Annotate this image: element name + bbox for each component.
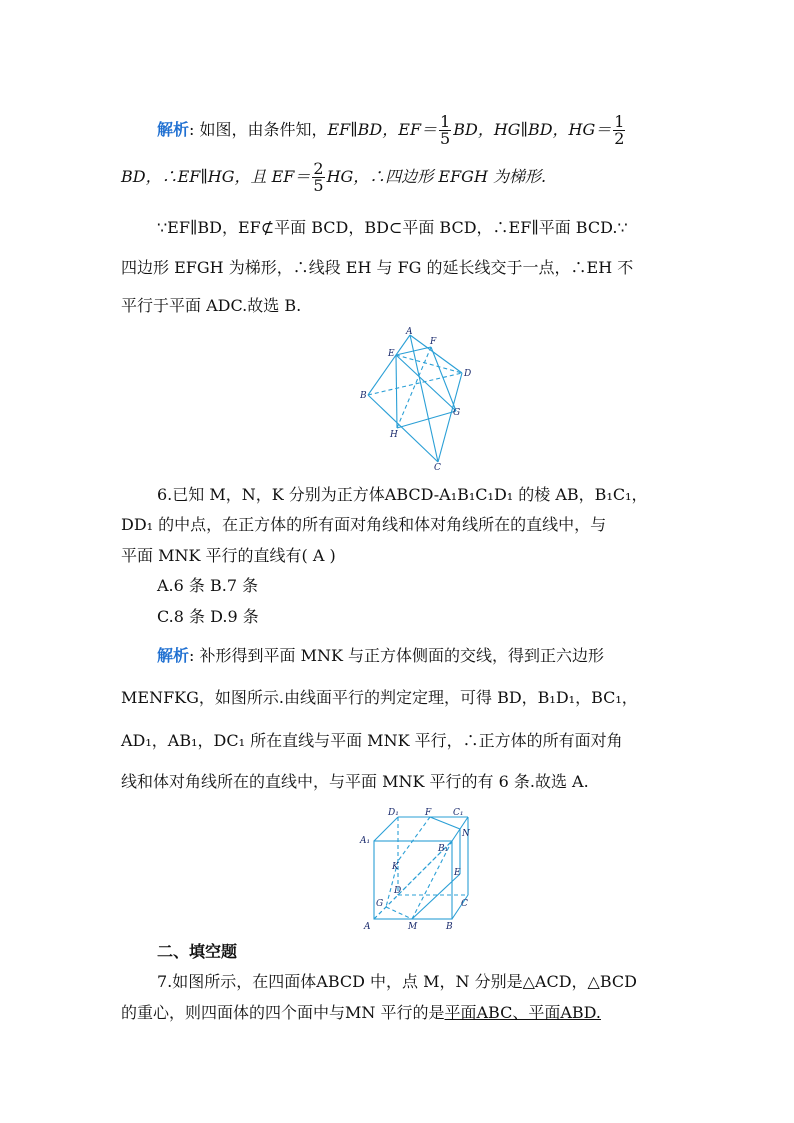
figure-label: K <box>392 862 399 872</box>
fraction: $\frac{2}{5}$ <box>313 159 324 195</box>
figure-label: G <box>376 899 384 909</box>
figure-label: N <box>462 829 470 839</box>
figure-label: H <box>390 430 398 440</box>
solution6-line1: 解析: 补形得到平面 MNK 与正方体侧面的交线，得到正六边形 <box>157 646 605 665</box>
figure-label: C <box>434 463 441 470</box>
question7-line1: 7.如图所示，在四面体ABCD 中，点 M，N 分别是△ACD，△BCD <box>157 972 637 991</box>
figure-label: F <box>430 337 437 347</box>
solution-label: 解析 <box>157 120 190 139</box>
solution6-line4: 线和体对角线所在的直线中，与平面 MNK 平行的有 6 条.故选 A. <box>121 772 589 791</box>
question6-line1: 6.已知 M，N，K 分别为正方体ABCD-A₁B₁C₁D₁ 的棱 AB，B₁C₁， <box>157 485 648 504</box>
figure-label: B <box>360 391 367 401</box>
section-title: 二、填空题 <box>157 942 238 961</box>
tetrahedron-figure <box>360 325 472 470</box>
figure-label: A₁ <box>360 836 371 846</box>
solution5-line2: BD，∴EF∥HG，且 EF＝ $\frac{2}{5}$ HG，∴四边形 EFGH 为梯形. <box>121 159 547 195</box>
solution5-line3: ∵EF∥BD，EF⊄平面 BCD，BD⊂平面 BCD，∴EF∥平面 BCD.∵ <box>157 218 628 237</box>
figure-label: D <box>464 369 472 379</box>
question6-option-row2: C.8 条 D.9 条 <box>157 607 259 626</box>
fraction: $\frac{1}{5}$ <box>440 112 451 148</box>
solution-label: 解析 <box>157 646 190 665</box>
solution6-line3: AD₁，AB₁，DC₁ 所在直线与平面 MNK 平行，∴正方体的所有面对角 <box>121 731 623 750</box>
figure-label: G <box>453 408 461 418</box>
figure-label: E <box>388 349 395 359</box>
figure-label: D <box>394 886 402 896</box>
figure-label: C <box>461 899 468 909</box>
question6-option-row1: A.6 条 B.7 条 <box>157 576 259 595</box>
figure-label: A <box>364 922 371 930</box>
figure-label: M <box>408 922 418 930</box>
solution5-line5: 平行于平面 ADC.故选 B. <box>121 296 302 315</box>
figure-label: A <box>406 327 413 337</box>
figure-label: E <box>454 868 461 878</box>
solution6-line2: MENFKG，如图所示.由线面平行的判定定理，可得 BD，B₁D₁，BC₁， <box>121 688 638 707</box>
question6-line3: 平面 MNK 平行的直线有( A ) <box>121 546 336 565</box>
figure-label: C₁ <box>453 808 464 818</box>
question6-line2: DD₁ 的中点，在正方体的所有面对角线和体对角线所在的直线中，与 <box>121 515 607 534</box>
answer-underlined: 平面ABC、平面ABD. <box>444 1003 601 1022</box>
solution5-line4: 四边形 EFGH 为梯形，∴线段 EH 与 FG 的延长线交于一点，∴EH 不 <box>121 258 634 277</box>
cube-figure <box>358 805 473 930</box>
figure-label: D₁ <box>388 808 399 818</box>
fraction: $\frac{1}{2}$ <box>614 112 625 148</box>
figure-label: B₁ <box>438 844 449 854</box>
figure-label: F <box>425 808 432 818</box>
figure-label: B <box>446 922 453 930</box>
question7-line2: 的重心，则四面体的四个面中与MN 平行的是平面ABC、平面ABD. <box>121 1003 601 1022</box>
solution5-line1: 解析: 如图，由条件知，EF∥BD，EF＝ $\frac{1}{5}$ BD，HG∥BD，HG＝ $\frac{1}{2}$ <box>157 112 625 148</box>
